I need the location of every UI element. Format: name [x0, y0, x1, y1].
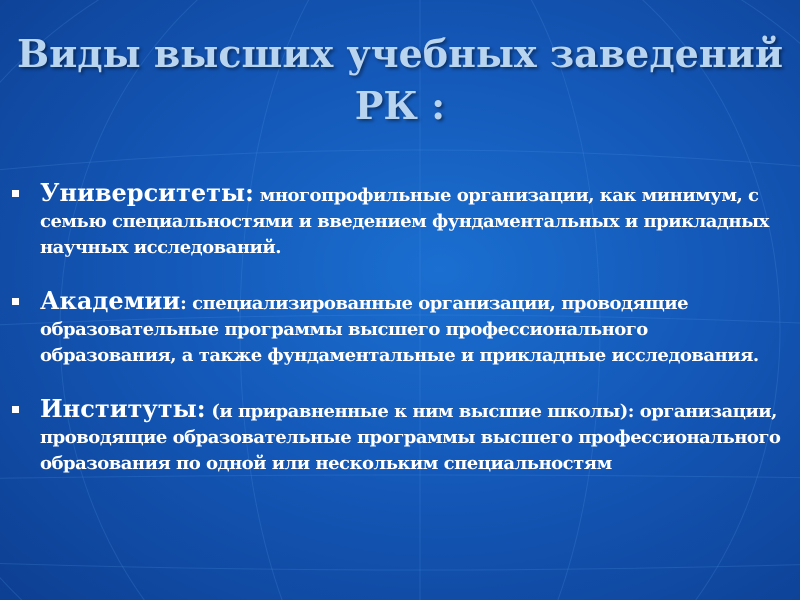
- slide-title: [0, 28, 800, 132]
- bullet-square-icon: [12, 190, 19, 197]
- slide-title-line-2: РК :: [354, 83, 446, 128]
- bullet-square-icon: [12, 406, 19, 413]
- bullet-item-institutes: [0, 396, 800, 477]
- bullet-text: : специализированные организации, проводящие образовательные программы высшего профессионального образования, а также фундаментальные и прикладные исследования.: [40, 293, 759, 366]
- bullet-square-icon: [12, 298, 19, 305]
- bullet-item-universities: [0, 180, 800, 261]
- bullet-term: Институты:: [40, 394, 206, 423]
- bullet-item-academies: [0, 288, 800, 369]
- bullet-term: Академии: [40, 286, 181, 315]
- bullet-text: многопрофильные организации, как минимум, с семью специальностями и введением фундаментальных и прикладных научных исследований.: [40, 185, 769, 258]
- bullet-list: [0, 180, 800, 504]
- bullet-text: (и приравненные к ним высшие школы): организации, проводящие образовательные программы высшего профессионального образования по одной или нескольким специальностям: [40, 401, 781, 474]
- bullet-term: Университеты:: [40, 178, 254, 207]
- slide-title-line-1: Виды высших учебных заведений: [16, 31, 784, 76]
